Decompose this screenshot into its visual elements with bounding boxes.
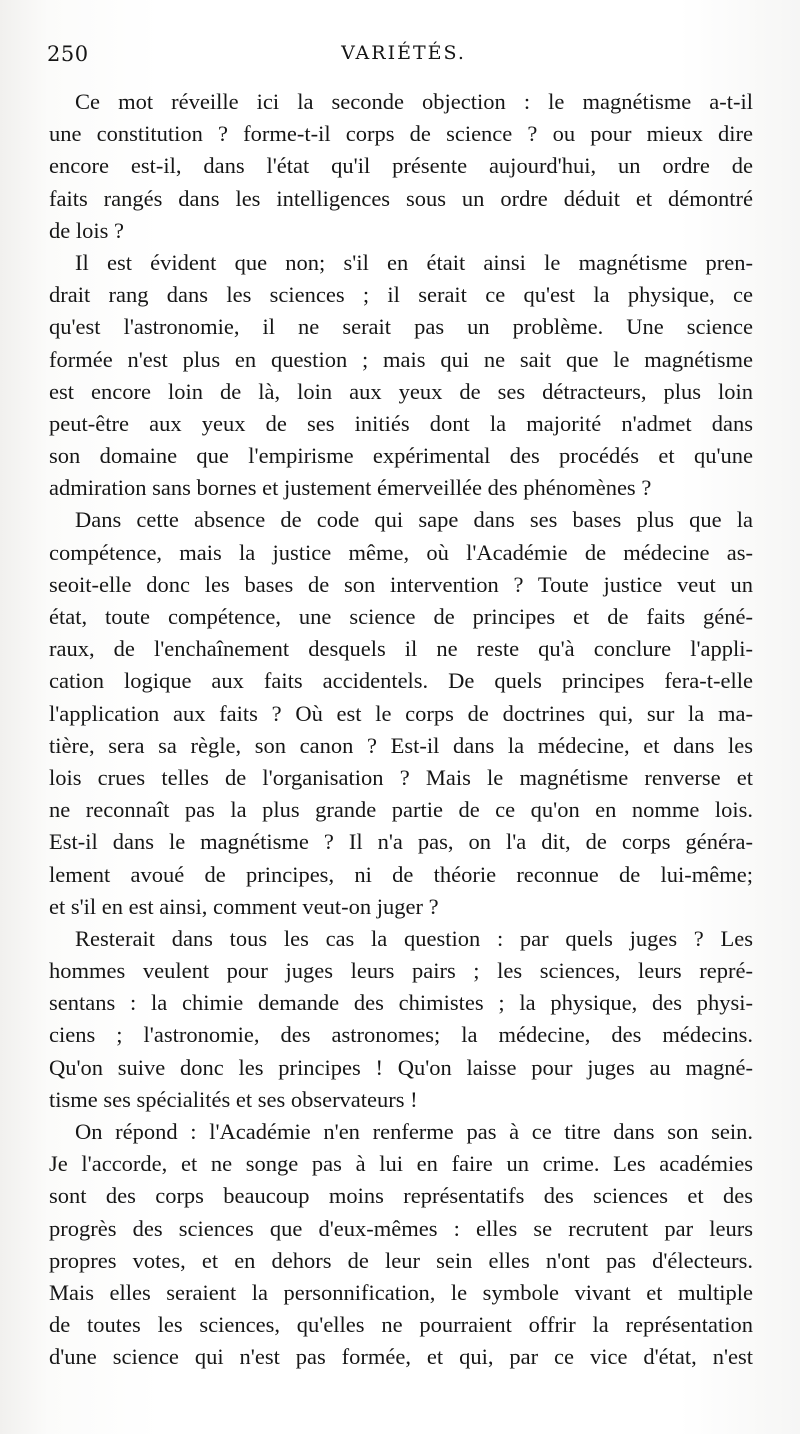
text-line: de lois ? [49,217,124,243]
page-header [47,42,760,76]
text-line: ciens ; l'astronomie, des astronomes; la médecine, des médecins. [49,1022,753,1048]
text-line: ne reconnaît pas la plus grande partie de ce qu'on en nomme lois. [49,797,753,823]
text-line: une constitution ? forme-t-il corps de science ? ou pour mieux dire [49,121,753,147]
text-line: Dans cette absence de code qui sape dans ses bases plus que la [75,507,753,533]
text-line: peut-être aux yeux de ses initiés dont la majorité n'admet dans [49,410,753,436]
text-line: drait rang dans les sciences ; il serait ce qu'est la physique, ce [49,282,753,308]
text-line: Est-il dans le magnétisme ? Il n'a pas, on l'a dit, de corps généra- [49,829,753,855]
text-line: hommes veulent pour juges leurs pairs ; les sciences, leurs repré- [49,958,753,984]
body-text [49,86,753,1374]
text-line: admiration sans bornes et justement émerveillée des phénomènes ? [49,475,652,501]
text-line: raux, de l'enchaînement desquels il ne reste qu'à conclure l'appli- [49,636,753,662]
text-line: Qu'on suive donc les principes ! Qu'on laisse pour juges au magné- [49,1054,753,1080]
text-line: tisme ses spécialités et ses observateurs ! [49,1086,418,1112]
text-line: et s'il en est ainsi, comment veut-on juger ? [49,893,439,919]
text-line: compétence, mais la justice même, où l'Académie de médecine as- [49,539,753,565]
text-line: lois crues telles de l'organisation ? Mais le magnétisme renverse et [49,764,753,790]
text-line: encore est-il, dans l'état qu'il présente aujourd'hui, un ordre de [49,153,753,179]
text-line: sont des corps beaucoup moins représentatifs des sciences et des [49,1183,753,1209]
text-line: Mais elles seraient la personnification, le symbole vivant et multiple [49,1279,753,1305]
text-line: formée n'est plus en question ; mais qui ne sait que le magnétisme [49,346,753,372]
text-line: d'une science qui n'est pas formée, et qui, par ce vice d'état, n'est [49,1344,753,1370]
text-line: lement avoué de principes, ni de théorie reconnue de lui-même; [49,861,753,887]
running-head: VARIÉTÉS. [341,42,466,64]
text-line: Je l'accorde, et ne songe pas à lui en faire un crime. Les académies [49,1151,753,1177]
text-line: Resterait dans tous les cas la question : par quels juges ? Les [75,925,753,951]
text-line: est encore loin de là, loin aux yeux de ses détracteurs, plus loin [49,378,753,404]
text-line: Ce mot réveille ici la seconde objection : le magnétisme a-t-il [75,89,753,114]
text-line: seoit-elle donc les bases de son intervention ? Toute justice veut un [49,571,753,597]
text-line: de toutes les sciences, qu'elles ne pourraient offrir la représentation [49,1312,753,1338]
page-number: 250 [47,42,89,66]
text-line: état, toute compétence, une science de principes et de faits géné- [49,604,753,629]
text-line: qu'est l'astronomie, il ne serait pas un problème. Une science [49,314,753,340]
text-line: son domaine que l'empirisme expérimental des procédés et qu'une [49,443,753,469]
text-line: sentans : la chimie demande des chimistes ; la physique, des physi- [49,990,753,1016]
text-line: On répond : l'Académie n'en renferme pas à ce titre dans son sein. [75,1119,753,1144]
text-line: progrès des sciences que d'eux-mêmes : elles se recrutent par leurs [49,1215,753,1241]
text-line: Il est évident que non; s'il en était ainsi le magnétisme pren- [75,249,753,275]
text-line: tière, sera sa règle, son canon ? Est-il dans la médecine, et dans les [49,732,753,758]
text-line: faits rangés dans les intelligences sous un ordre déduit et démontré [49,185,753,211]
text-line: cation logique aux faits accidentels. De quels principes fera-t-elle [49,668,753,694]
text-line: l'application aux faits ? Où est le corps de doctrines qui, sur la ma- [49,700,753,726]
text-line: propres votes, et en dehors de leur sein elles n'ont pas d'électeurs. [49,1247,753,1273]
